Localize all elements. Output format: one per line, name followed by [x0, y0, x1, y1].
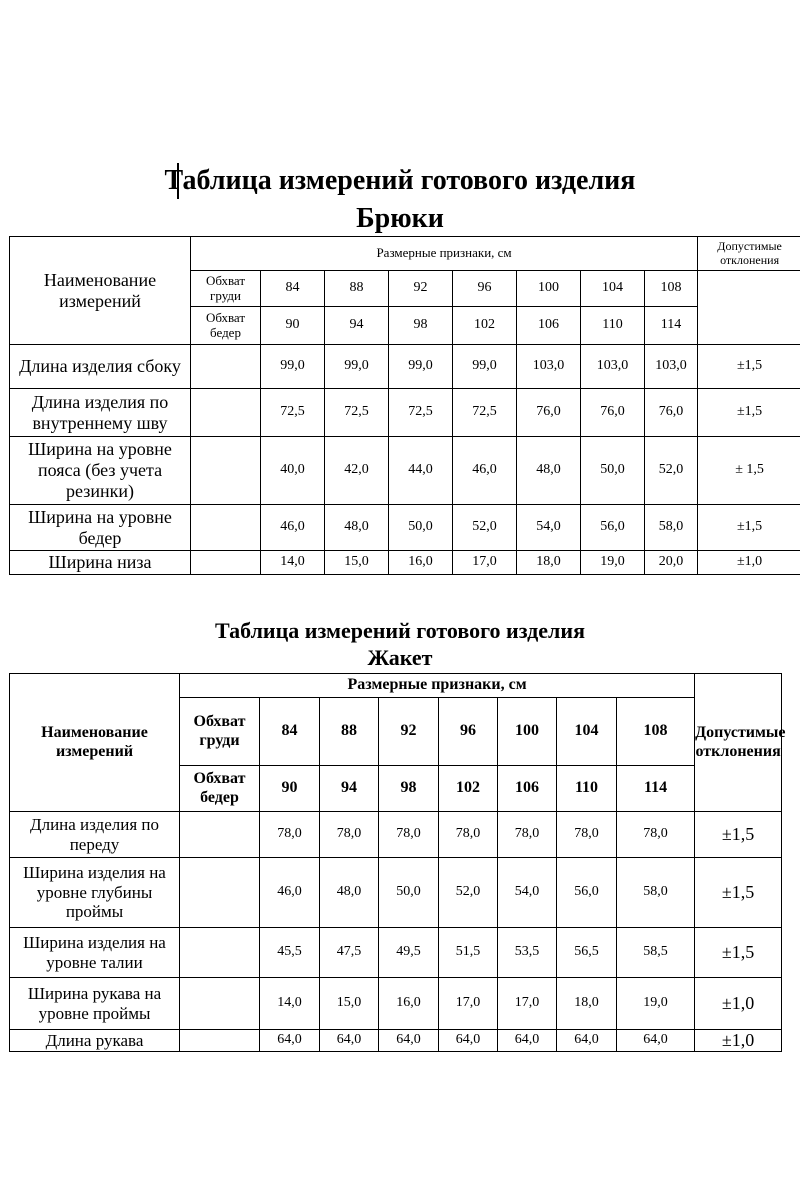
value-cell: 15,0: [325, 551, 389, 575]
table-row: [10, 345, 800, 389]
table-row: [10, 389, 800, 437]
value-cell: 58,0: [617, 858, 695, 928]
value-cell: 58,5: [617, 928, 695, 978]
value-cell: 103,0: [645, 345, 698, 389]
tolerance-cell: ±1,0: [695, 978, 782, 1030]
value-cell: 19,0: [617, 978, 695, 1030]
chest-size: 92: [379, 698, 439, 766]
row-name: Ширина на уровне бедер: [10, 505, 191, 551]
value-cell: 99,0: [389, 345, 453, 389]
value-cell: 17,0: [439, 978, 498, 1030]
value-cell: 50,0: [379, 858, 439, 928]
hip-size: 102: [439, 766, 498, 812]
value-cell: 49,5: [379, 928, 439, 978]
value-cell: 64,0: [498, 1030, 557, 1052]
tolerance-cell: ±1,0: [698, 551, 800, 575]
row-name: Ширина изделия на уровне талии: [10, 928, 180, 978]
chest-size: 96: [439, 698, 498, 766]
value-cell: 78,0: [617, 812, 695, 858]
value-cell: 17,0: [498, 978, 557, 1030]
hip-size: 114: [617, 766, 695, 812]
value-cell: 72,5: [453, 389, 517, 437]
value-cell: 19,0: [581, 551, 645, 575]
row-name: Ширина изделия на уровне глубины проймы: [10, 858, 180, 928]
empty-cell: [191, 551, 261, 575]
chest-size: 104: [581, 271, 645, 307]
value-cell: 76,0: [645, 389, 698, 437]
value-cell: 99,0: [261, 345, 325, 389]
value-cell: 14,0: [260, 978, 320, 1030]
chest-size: 100: [498, 698, 557, 766]
value-cell: 16,0: [379, 978, 439, 1030]
value-cell: 50,0: [581, 437, 645, 505]
tolerance-cell: ±1,5: [698, 389, 800, 437]
row-name: Длина изделия по переду: [10, 812, 180, 858]
table1-title: Таблица измерений готового изделия: [164, 165, 636, 196]
value-cell: 76,0: [581, 389, 645, 437]
table-row: [10, 437, 800, 505]
value-cell: 50,0: [389, 505, 453, 551]
chest-label: Обхват груди: [191, 271, 261, 307]
chest-size: 92: [389, 271, 453, 307]
value-cell: 15,0: [320, 978, 379, 1030]
tolerance-cell: ±1,5: [695, 858, 782, 928]
table-row: [10, 928, 782, 978]
hip-size: 110: [581, 307, 645, 345]
value-cell: 99,0: [325, 345, 389, 389]
value-cell: 45,5: [260, 928, 320, 978]
value-cell: 56,5: [557, 928, 617, 978]
value-cell: 18,0: [557, 978, 617, 1030]
value-cell: 64,0: [439, 1030, 498, 1052]
chest-size: 108: [617, 698, 695, 766]
value-cell: 64,0: [617, 1030, 695, 1052]
row-name: Длина изделия по внутреннему шву: [10, 389, 191, 437]
hip-size: 90: [260, 766, 320, 812]
empty-cell: [191, 505, 261, 551]
hip-size: 94: [325, 307, 389, 345]
value-cell: 53,5: [498, 928, 557, 978]
value-cell: 103,0: [581, 345, 645, 389]
size-features-header: Размерные признаки, см: [180, 674, 695, 698]
value-cell: 78,0: [557, 812, 617, 858]
value-cell: 78,0: [379, 812, 439, 858]
row-name: Ширина рукава на уровне проймы: [10, 978, 180, 1030]
tolerance-cell: ±1,0: [695, 1030, 782, 1052]
chest-size: 104: [557, 698, 617, 766]
empty-cell: [191, 437, 261, 505]
value-cell: 72,5: [261, 389, 325, 437]
row-name: Ширина низа: [10, 551, 191, 575]
tolerance-empty-cell: [698, 271, 800, 345]
value-cell: 64,0: [379, 1030, 439, 1052]
value-cell: 51,5: [439, 928, 498, 978]
chest-size: 96: [453, 271, 517, 307]
empty-cell: [180, 858, 260, 928]
hip-size: 94: [320, 766, 379, 812]
table-row: [10, 505, 800, 551]
table2-subtitle: Жакет: [367, 645, 433, 670]
value-cell: 58,0: [645, 505, 698, 551]
pants-measurement-table: [9, 236, 800, 575]
hip-size: 90: [261, 307, 325, 345]
jacket-measurement-table: [9, 673, 786, 1052]
value-cell: 78,0: [498, 812, 557, 858]
value-cell: 54,0: [498, 858, 557, 928]
hip-size: 98: [389, 307, 453, 345]
hip-size: 110: [557, 766, 617, 812]
hip-size: 106: [498, 766, 557, 812]
value-cell: 52,0: [453, 505, 517, 551]
hip-label: Обхват бедер: [191, 307, 261, 345]
tolerance-cell: ±1,5: [698, 345, 800, 389]
chest-size: 100: [517, 271, 581, 307]
hip-label: Обхват бедер: [180, 766, 260, 812]
table-row: [10, 812, 782, 858]
value-cell: 52,0: [645, 437, 698, 505]
value-cell: 46,0: [261, 505, 325, 551]
value-cell: 48,0: [320, 858, 379, 928]
tolerance-cell: ± 1,5: [698, 437, 800, 505]
empty-cell: [180, 978, 260, 1030]
empty-cell: [180, 1030, 260, 1052]
row-name: Длина рукава: [10, 1030, 180, 1052]
chest-label: Обхват груди: [180, 698, 260, 766]
value-cell: 76,0: [517, 389, 581, 437]
empty-cell: [180, 812, 260, 858]
value-cell: 48,0: [325, 505, 389, 551]
value-cell: 40,0: [261, 437, 325, 505]
value-cell: 64,0: [320, 1030, 379, 1052]
row-name: Длина изделия сбоку: [10, 345, 191, 389]
value-cell: 72,5: [325, 389, 389, 437]
table1-subtitle: Брюки: [356, 203, 444, 234]
row-name: Ширина на уровне пояса (без учета резинки): [10, 437, 191, 505]
tolerance-header: Допустимые отклонения: [698, 237, 800, 271]
chest-size: 84: [260, 698, 320, 766]
value-cell: 17,0: [453, 551, 517, 575]
chest-size: 84: [261, 271, 325, 307]
value-cell: 99,0: [453, 345, 517, 389]
value-cell: 64,0: [260, 1030, 320, 1052]
tolerance-cell: ±1,5: [695, 928, 782, 978]
hip-size: 114: [645, 307, 698, 345]
hip-size: 106: [517, 307, 581, 345]
hip-size: 98: [379, 766, 439, 812]
value-cell: 20,0: [645, 551, 698, 575]
table2-title: Таблица измерений готового изделия: [215, 618, 585, 643]
empty-cell: [180, 928, 260, 978]
value-cell: 78,0: [439, 812, 498, 858]
value-cell: 16,0: [389, 551, 453, 575]
table-row: [10, 1030, 782, 1052]
chest-size: 108: [645, 271, 698, 307]
tolerance-cell: ±1,5: [698, 505, 800, 551]
value-cell: 52,0: [439, 858, 498, 928]
empty-cell: [191, 389, 261, 437]
value-cell: 56,0: [581, 505, 645, 551]
tolerance-cell: ±1,5: [695, 812, 782, 858]
table-row: [10, 978, 782, 1030]
value-cell: 44,0: [389, 437, 453, 505]
value-cell: 48,0: [517, 437, 581, 505]
value-cell: 14,0: [261, 551, 325, 575]
value-cell: 54,0: [517, 505, 581, 551]
value-cell: 46,0: [260, 858, 320, 928]
chest-size: 88: [325, 271, 389, 307]
tolerance-header: Допустимые отклонения: [695, 674, 782, 812]
value-cell: 64,0: [557, 1030, 617, 1052]
value-cell: 46,0: [453, 437, 517, 505]
size-features-header: Размерные признаки, см: [191, 237, 698, 271]
value-cell: 18,0: [517, 551, 581, 575]
table-row: [10, 551, 800, 575]
value-cell: 78,0: [320, 812, 379, 858]
chest-size: 88: [320, 698, 379, 766]
value-cell: 42,0: [325, 437, 389, 505]
value-cell: 47,5: [320, 928, 379, 978]
value-cell: 56,0: [557, 858, 617, 928]
table-row: [10, 858, 782, 928]
empty-cell: [191, 345, 261, 389]
hip-size: 102: [453, 307, 517, 345]
value-cell: 103,0: [517, 345, 581, 389]
name-column-header: Наименование измерений: [10, 674, 180, 812]
name-column-header: Наименование измерений: [10, 237, 191, 345]
value-cell: 78,0: [260, 812, 320, 858]
value-cell: 72,5: [389, 389, 453, 437]
